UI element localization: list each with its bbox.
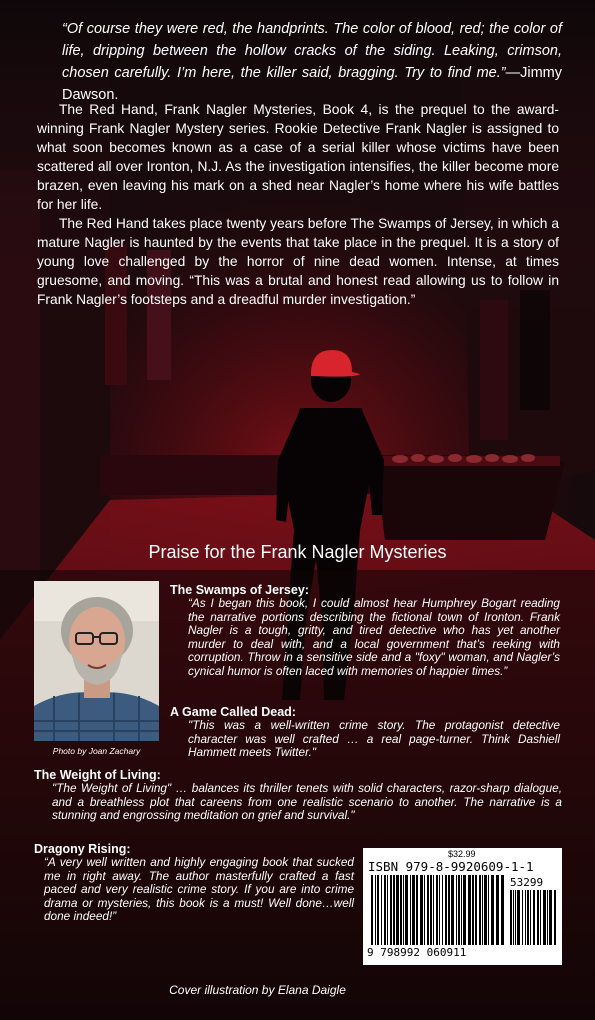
blurb-paragraph-1: The Red Hand, Frank Nagler Mysteries, Book 4, is the prequel to the award-winning Frank Nagler Mystery series. Rookie Detective Frank Nagler is assigned to what soon becomes known as a case of a serial killer whose victims have been scattered all over Ironton, N.J. As the investigation intensifies, the killer become more brazen, even leaving his mark on a shed near Nagler’s home where his wife battles for her life. [37, 102, 559, 212]
review-title: The Swamps of Jersey: [170, 583, 309, 597]
review-title: Dragony Rising: [34, 842, 131, 856]
opening-quote-text: “Of course they were red, the handprints. The color of blood, red; the color of life, dripping between the hollow cracks of the siding. Leaking, crimson, chosen carefully. I’m here, the killer said, bragging. Try to find me.” [62, 21, 562, 81]
author-photo [34, 581, 159, 741]
praise-heading: Praise for the Frank Nagler Mysteries [148, 542, 447, 562]
review-swamps-of-jersey [170, 583, 560, 678]
review-game-called-dead [170, 705, 560, 760]
blurb-paragraph-2: The Red Hand takes place twenty years before The Swamps of Jersey, in which a mature Nagler is haunted by the events that take place in the prequel. It is a story of young love challenged by the horror of nine dead women. Intense, at times gruesome, and moving. “This was a brutal and honest read allowing us to follow in Frank Nagler’s footsteps and a dreadful murder investigation.” [37, 216, 559, 307]
review-weight-of-living [34, 768, 562, 823]
review-quote: “A very well written and highly engaging book that sucked me in right away. The author masterfully crafted a fast paced and very realistic crime story. If you are into crime drama or mysteries, this book is a must! Well done…well done indeed!” [44, 855, 354, 923]
photo-credit: Photo by Joan Zachary [52, 746, 141, 756]
opening-quote-attribution: —Jimmy Dawson. [62, 65, 562, 103]
review-quote: "This was a well-written crime story. The protagonist detective character was well crafted … a real page-turner. Think Dashiell Hammett meets Twitter." [188, 718, 560, 759]
book-blurb [37, 100, 559, 309]
isbn-text: ISBN 979-8-9920609-1-1 [368, 859, 534, 874]
review-quote: “As I began this book, I could almost hear Humphrey Bogart reading the narrative portions describing the fictional town of Ironton. Frank Nagler is a tough, gritty, and tired detective who has yet another murder to deal with, and a local government that’s reeking with corruption. Throw in a sensitive side and a "foxy" woman, and Nagler’s cynical humor is often laced with memories of happier times.” [188, 596, 560, 678]
illustration-credit: Cover illustration by Elana Daigle [169, 983, 346, 997]
price-addon-digits: 53299 [510, 876, 544, 889]
review-title: The Weight of Living: [34, 768, 161, 782]
opening-quote [62, 18, 562, 106]
review-dragony-rising [34, 842, 354, 924]
isbn-barcode [363, 848, 562, 965]
review-quote: "The Weight of Living" … balances its thriller tenets with solid characters, razor-sharp dialogue, and a breathless plot that careens from one realistic scenario to another. The narrative is a stunning and engrossing meditation on grief and survival." [52, 781, 562, 822]
price-label: $32.99 [448, 849, 476, 859]
review-title: A Game Called Dead: [170, 705, 296, 719]
ean-digits: 9 798992 060911 [367, 946, 467, 959]
